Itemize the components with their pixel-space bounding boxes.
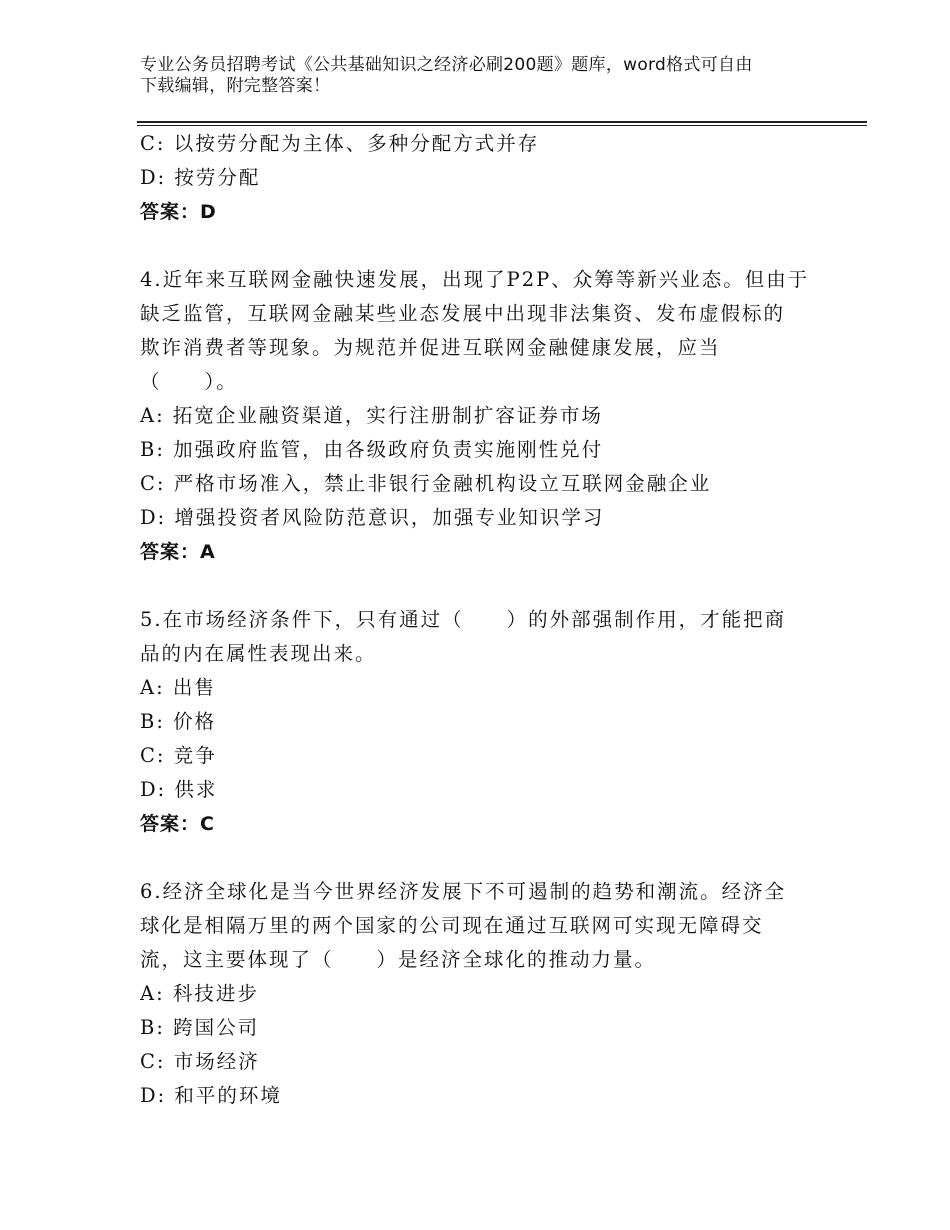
option-d: D: 和平的环境 xyxy=(140,1084,282,1107)
question-stem-line: 缺乏监管，互联网金融某些业态发展中出现非法集资、发布虚假标的 xyxy=(140,302,786,325)
answer: 答案：C xyxy=(140,813,215,835)
question-list xyxy=(140,127,830,1113)
option-b: B: 价格 xyxy=(140,710,217,733)
option-a: A: 出售 xyxy=(140,676,216,699)
question-stem-line: 欺诈消费者等现象。为规范并促进互联网金融健康发展，应当 xyxy=(140,336,721,359)
option-c: C: 严格市场准入，禁止非银行金融机构设立互联网金融企业 xyxy=(140,472,712,495)
option-b: B: 加强政府监管，由各级政府负责实施刚性兑付 xyxy=(140,438,604,461)
page-header xyxy=(140,55,820,97)
spacer xyxy=(140,229,830,263)
option-c: C: 竞争 xyxy=(140,744,217,767)
question-stem-line: 品的内在属性表现出来。 xyxy=(140,642,377,665)
question-4 xyxy=(140,263,830,569)
question-stem-line: 球化是相隔万里的两个国家的公司现在通过互联网可实现无障碍交 xyxy=(140,914,764,937)
option-a: A: 科技进步 xyxy=(140,982,259,1005)
question-stem-line: 6.经济全球化是当今世界经济发展下不可遏制的趋势和潮流。经济全 xyxy=(140,880,787,903)
option-c: C: 以按劳分配为主体、多种分配方式并存 xyxy=(140,132,540,155)
question-6 xyxy=(140,875,830,1113)
answer: 答案：A xyxy=(140,541,216,563)
spacer xyxy=(140,841,830,875)
option-a: A: 拓宽企业融资渠道，实行注册制扩容证券市场 xyxy=(140,404,603,427)
question-stem-line: 流，这主要体现了（ ）是经济全球化的推动力量。 xyxy=(140,948,657,971)
header-line-1: 专业公务员招聘考试《公共基础知识之经济必刷200题》题库，word格式可自由 xyxy=(140,55,753,75)
question-stem-line: 4.近年来互联网金融快速发展，出现了P2P、众筹等新兴业态。但由于 xyxy=(140,268,810,291)
header-rule-thick xyxy=(137,121,867,123)
question-stem-line: 5.在市场经济条件下，只有通过（ ）的外部强制作用，才能把商 xyxy=(140,608,787,631)
option-d: D: 增强投资者风险防范意识，加强专业知识学习 xyxy=(140,506,605,529)
spacer xyxy=(140,569,830,603)
header-line-2: 下载编辑，附完整答案！ xyxy=(140,76,331,96)
question-5 xyxy=(140,603,830,841)
option-c: C: 市场经济 xyxy=(140,1050,260,1073)
option-d: D: 按劳分配 xyxy=(140,166,261,189)
option-d: D: 供求 xyxy=(140,778,218,801)
question-stem-line: （ ）。 xyxy=(140,370,238,393)
question-3 xyxy=(140,127,830,229)
option-b: B: 跨国公司 xyxy=(140,1016,260,1039)
header-rule-thin xyxy=(137,125,867,126)
answer: 答案：D xyxy=(140,201,217,223)
